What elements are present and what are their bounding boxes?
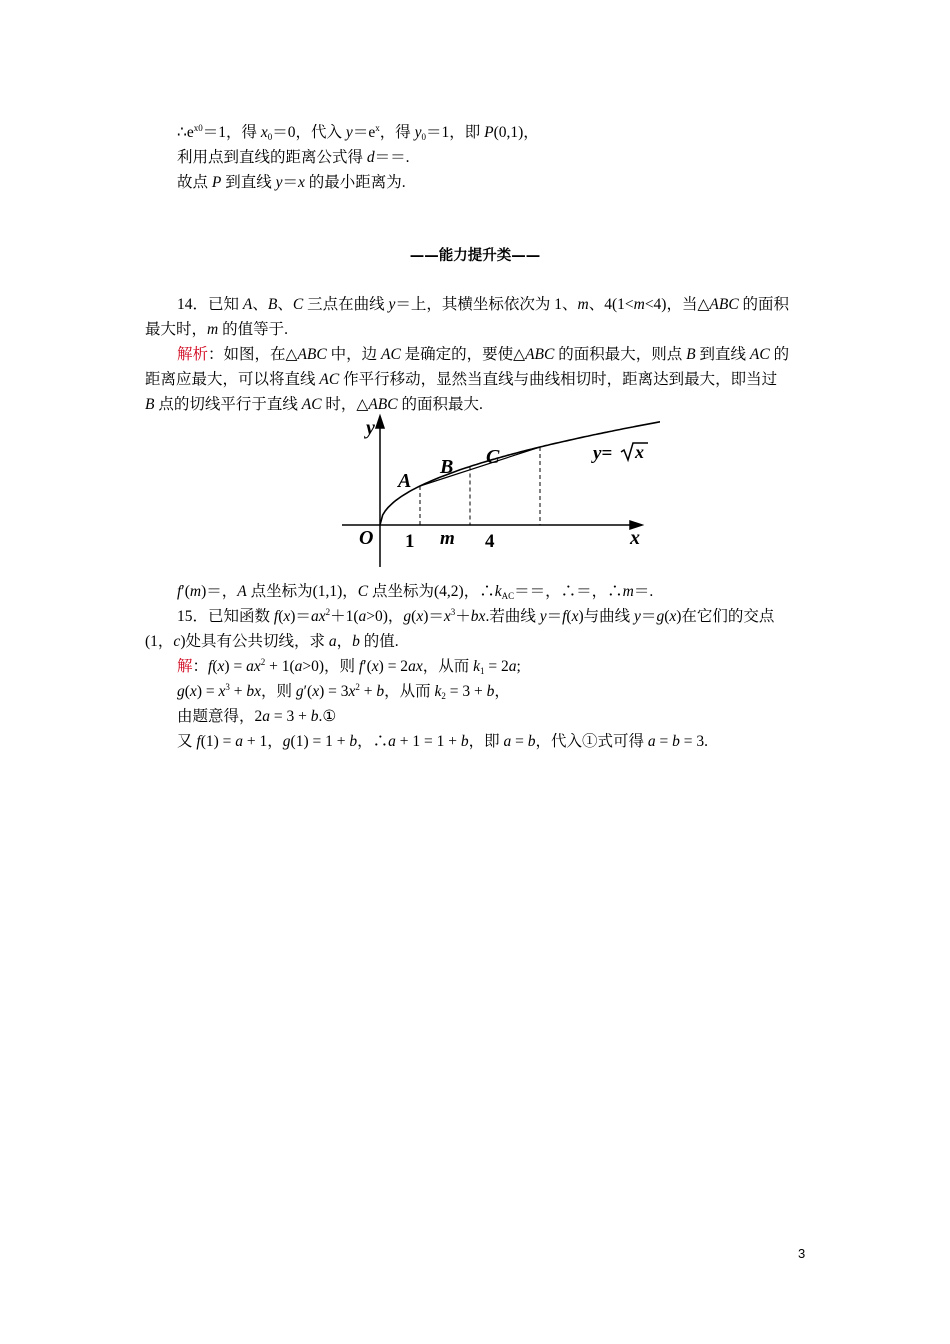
section-heading: ——能力提升类—— <box>409 248 541 264</box>
text-line: 故点 P 到直线 y＝x 的最小距离为. <box>177 174 406 191</box>
tick-label-1: 1 <box>405 531 415 552</box>
x-axis-label: x <box>630 527 640 549</box>
svg-text:y=: y= <box>593 443 613 464</box>
solution-line: $g(x) = x^3$ + bx，则 $g'(x) = 3x^2 + b$，从而 $k_2 = 3 + b$， <box>177 682 510 701</box>
chord-ac <box>420 447 540 486</box>
question-15-stem: 15．已知函数 $f(x)=ax^2+1(a>0)$，$g(x)=x^3+bx$.若曲线 y＝f(x)与曲线 y＝g(x)在它们的交点 <box>177 607 775 625</box>
solution-line: 又 f(1) = a + 1，g(1) = 1 + b，∴a + 1 = 1 + b，即 a = b，代入①式可得 a = b = 3. <box>177 733 708 750</box>
solution-label: 解 <box>177 658 193 675</box>
point-c-label: C <box>486 446 500 468</box>
question-15-stem-cont: (1，c)处具有公共切线，求 a，b 的值. <box>145 633 399 650</box>
svg-text:x: x <box>635 442 644 462</box>
text-line: $\therefore e^{x0}=1$，得 $x_0=0$，代入 $y=e^x$，得 $y_0=1$，即 P(0,1)， <box>177 123 539 142</box>
analysis-line: B 点的切线平行于直线 AC 时，△ABC 的面积最大. <box>145 396 483 413</box>
analysis-label: 解析 <box>177 346 209 363</box>
y-axis-arrow <box>376 416 384 428</box>
y-axis-label: y <box>366 417 375 439</box>
text-line: 利用点到直线的距离公式得 d＝＝. <box>177 149 410 166</box>
curve-label <box>591 442 648 464</box>
tick-label-m: m <box>440 528 455 549</box>
solution-line: 解：$f(x) = ax^2 + 1(a>0)$，则 f′(x) = 2ax，从而 $k_1 = 2a$; <box>177 657 521 676</box>
question-14-stem-cont: 最大时，m 的值等于. <box>145 321 288 338</box>
point-a-label: A <box>398 470 412 492</box>
question-14-stem: 14．已知 A、B、C 三点在曲线 y＝上，其横坐标依次为 1、m、4(1<m<4)，当△ABC 的面积 <box>177 296 790 313</box>
tick-label-4: 4 <box>485 531 495 552</box>
sqrt-curve-figure <box>330 412 660 572</box>
origin-label: O <box>359 527 374 549</box>
solution-line: 由题意得，2a = 3 + b.① <box>177 708 337 725</box>
question-14-result: f′(m)＝，A 点坐标为(1,1)，C 点坐标为(4,2)，$\therefore k_{AC}==$，∴＝，∴m＝. <box>177 583 654 601</box>
page-number: 3 <box>798 1246 806 1261</box>
analysis-line: 距离应最大，可以将直线 AC 作平行移动，显然当直线与曲线相切时，距离达到最大，即当过 <box>145 371 778 388</box>
point-b-label: B <box>440 456 454 478</box>
sqrt-curve <box>380 415 660 525</box>
analysis-line: 解析：如图，在△ABC 中，边 AC 是确定的，要使△ABC 的面积最大，则点 B 到直线 AC 的 <box>177 346 790 363</box>
